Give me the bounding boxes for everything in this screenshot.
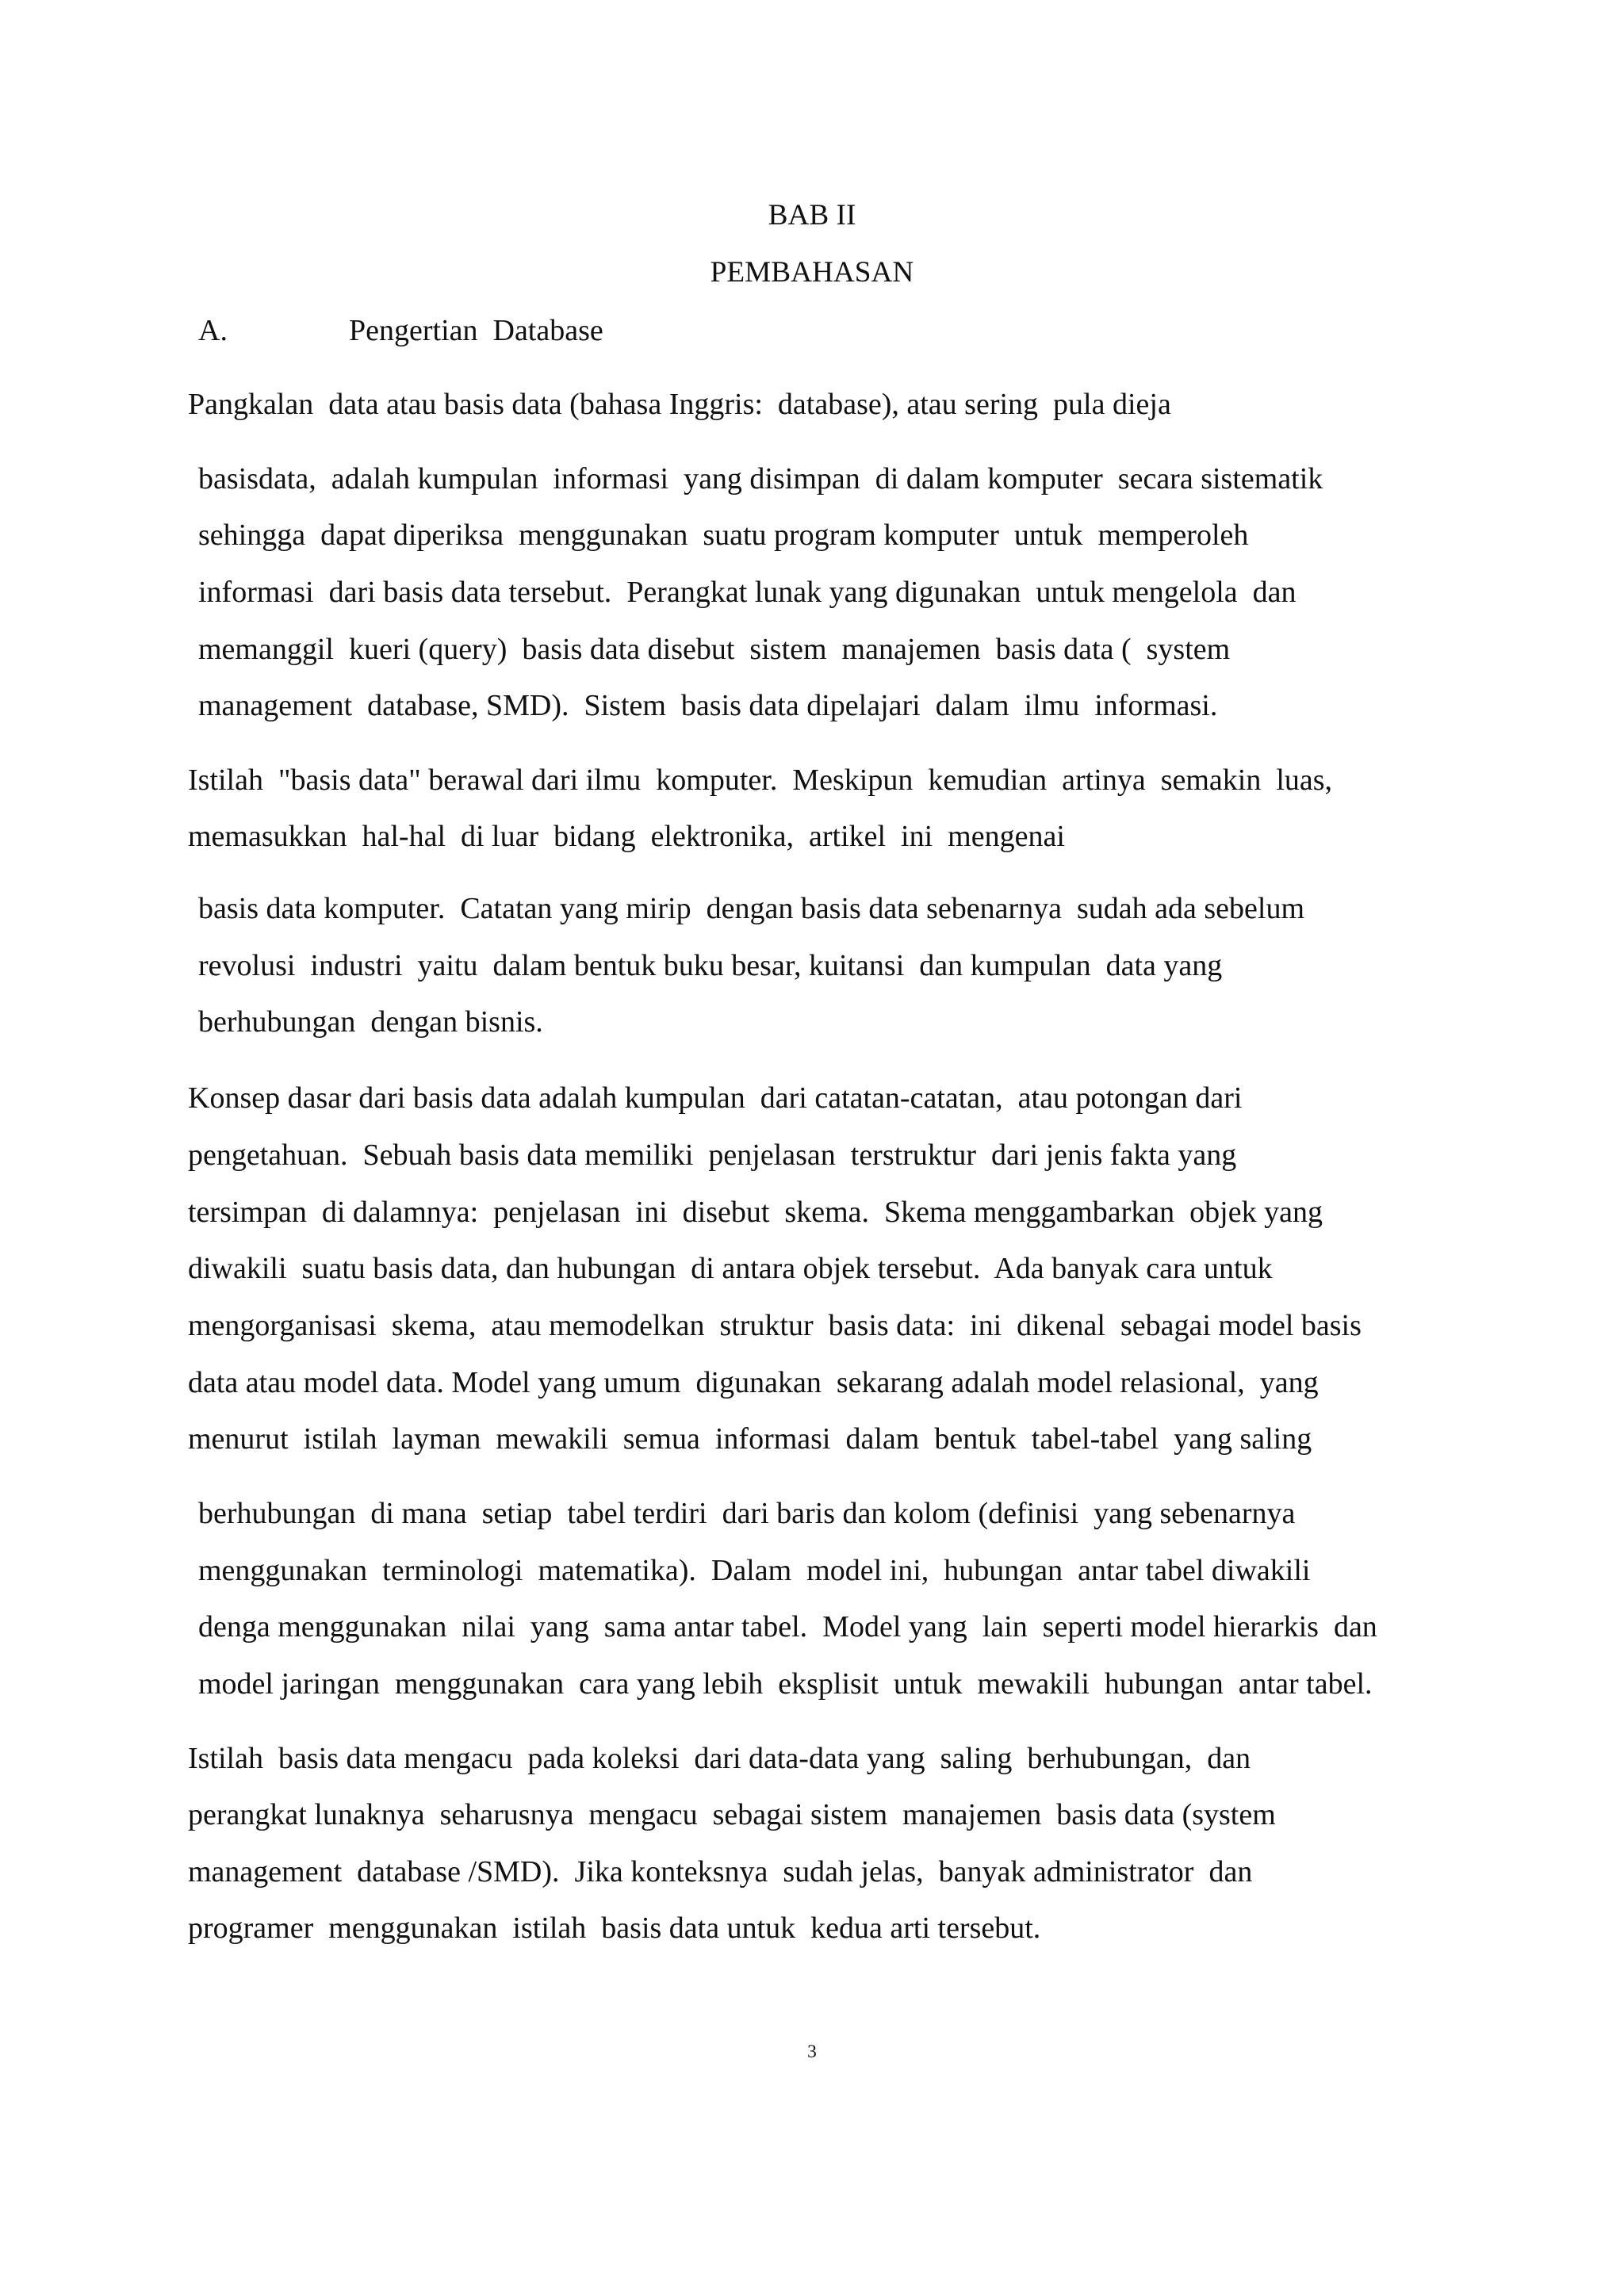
paragraph-line: pengetahuan. Sebuah basis data memiliki penjelasan terstruktur dari jenis fakta yang: [188, 1138, 1237, 1172]
paragraph-line: mengorganisasi skema, atau memodelkan struktur basis data: ini dikenal sebagai model basis: [188, 1309, 1362, 1342]
paragraph-line: revolusi industri yaitu dalam bentuk buku besar, kuitansi dan kumpulan data yang: [198, 949, 1223, 982]
section-title: Pengertian Database: [349, 314, 603, 347]
page-number: 3: [807, 2042, 817, 2062]
paragraph-line: programer menggunakan istilah basis data untuk kedua arti tersebut.: [188, 1911, 1041, 1945]
paragraph-line: Istilah basis data mengacu pada koleksi dari data-data yang saling berhubungan, dan: [188, 1742, 1251, 1775]
paragraph-line: diwakili suatu basis data, dan hubungan di antara objek tersebut. Ada banyak cara untuk: [188, 1252, 1273, 1285]
paragraph-line: tersimpan di dalamnya: penjelasan ini disebut skema. Skema menggambarkan objek yang: [188, 1196, 1323, 1229]
paragraph-line: memasukkan hal-hal di luar bidang elektronika, artikel ini mengenai: [188, 820, 1065, 853]
paragraph-line: model jaringan menggunakan cara yang lebih eksplisit untuk mewakili hubungan antar tabel.: [198, 1667, 1373, 1701]
paragraph-line: Pangkalan data atau basis data (bahasa Inggris: database), atau sering pula dieja: [188, 388, 1171, 421]
paragraph-line: sehingga dapat diperiksa menggunakan suatu program komputer untuk memperoleh: [198, 519, 1249, 552]
paragraph-line: management database /SMD). Jika konteksnya sudah jelas, banyak administrator dan: [188, 1855, 1253, 1888]
paragraph-line: memanggil kueri (query) basis data disebut sistem manajemen basis data ( system: [198, 633, 1231, 666]
paragraph-line: berhubungan di mana setiap tabel terdiri dari baris dan kolom (definisi yang sebenarnya: [198, 1497, 1296, 1530]
paragraph-line: informasi dari basis data tersebut. Perangkat lunak yang digunakan untuk mengelola dan: [198, 576, 1297, 609]
paragraph-line: denga menggunakan nilai yang sama antar tabel. Model yang lain seperti model hierarkis dan: [198, 1610, 1377, 1644]
paragraph-line: Istilah "basis data" berawal dari ilmu komputer. Meskipun kemudian artinya semakin luas,: [188, 763, 1333, 797]
chapter-title: PEMBAHASAN: [710, 256, 914, 289]
paragraph-line: management database, SMD). Sistem basis data dipelajari dalam ilmu informasi.: [198, 689, 1218, 722]
paragraph-line: perangkat lunaknya seharusnya mengacu sebagai sistem manajemen basis data (system: [188, 1798, 1276, 1831]
chapter-heading: BAB II: [768, 199, 856, 232]
paragraph-line: data atau model data. Model yang umum digunakan sekarang adalah model relasional, yang: [188, 1366, 1319, 1399]
paragraph-line: basisdata, adalah kumpulan informasi yang disimpan di dalam komputer secara sistematik: [198, 462, 1323, 496]
paragraph-line: menggunakan terminologi matematika). Dalam model ini, hubungan antar tabel diwakili: [198, 1554, 1311, 1587]
paragraph-line: basis data komputer. Catatan yang mirip dengan basis data sebenarnya sudah ada sebelum: [198, 892, 1305, 925]
paragraph-line: berhubungan dengan bisnis.: [198, 1005, 543, 1039]
section-number: A.: [198, 314, 228, 347]
paragraph-line: Konsep dasar dari basis data adalah kumpulan dari catatan-catatan, atau potongan dari: [188, 1081, 1243, 1115]
paragraph-line: menurut istilah layman mewakili semua informasi dalam bentuk tabel-tabel yang saling: [188, 1422, 1312, 1456]
